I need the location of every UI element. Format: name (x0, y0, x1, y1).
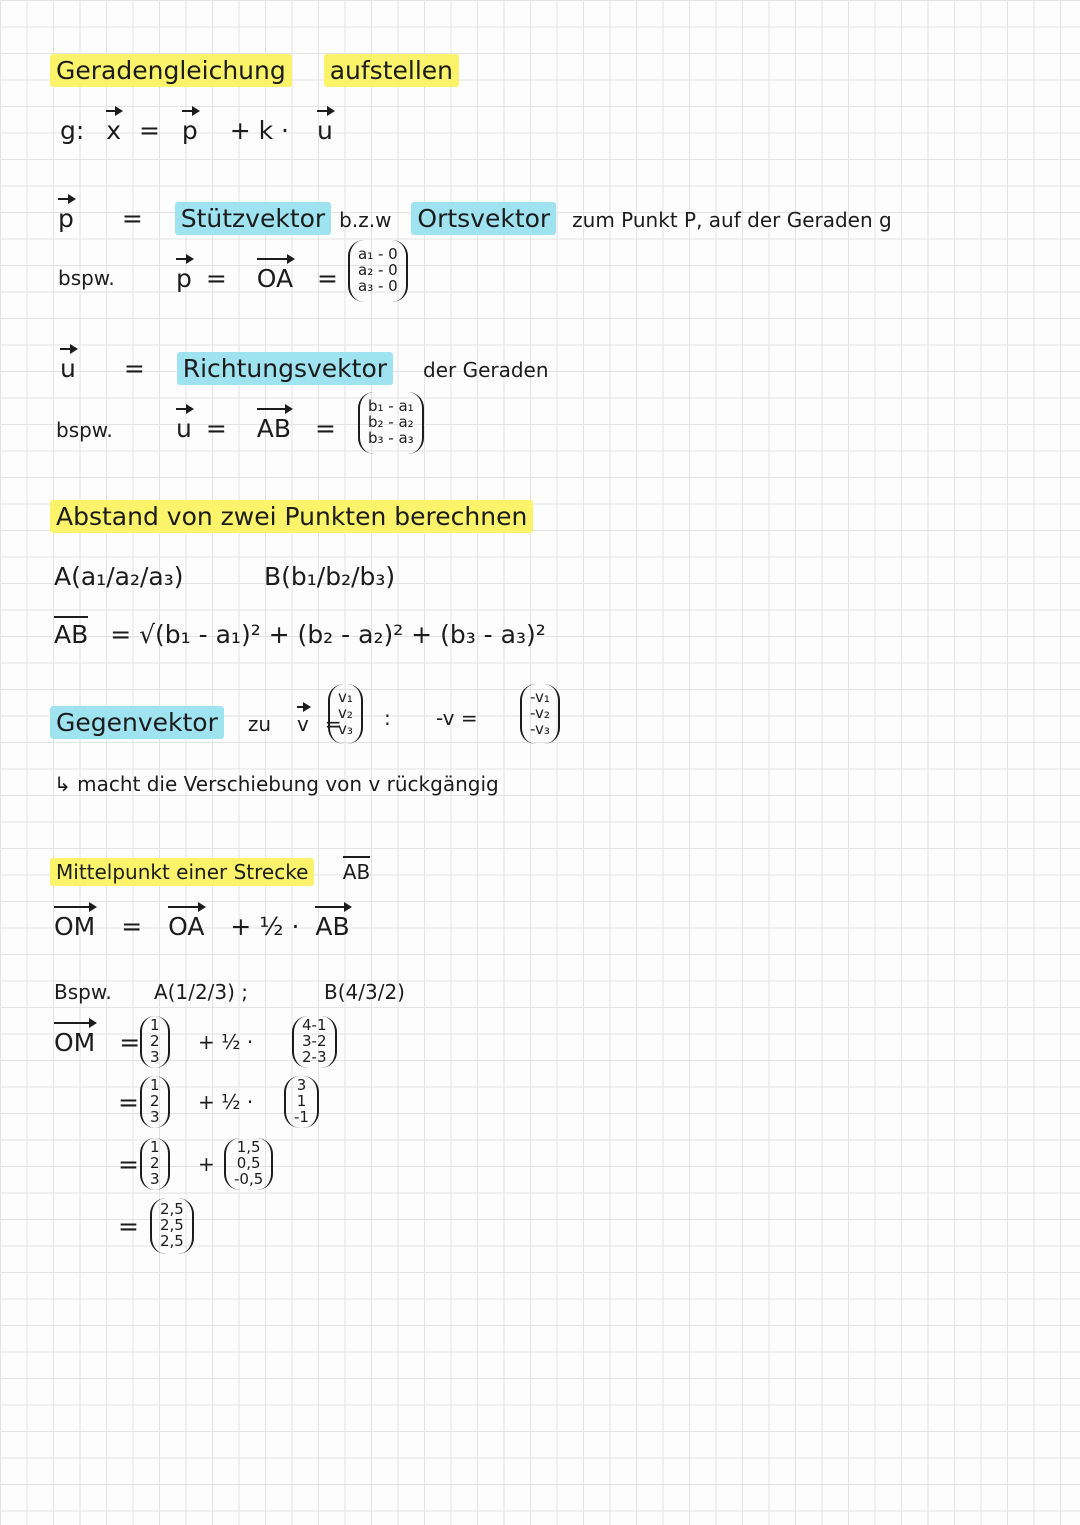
entry-1: a₁ - 0 (358, 245, 398, 264)
entry-1: 3 (296, 1076, 307, 1095)
example-label: Bspw. (54, 980, 112, 1004)
section-title-distance (50, 504, 533, 529)
oa-vector: OA (256, 264, 294, 293)
entry-1: b₁ - a₁ (368, 397, 414, 416)
entry-3: -v₃ (530, 719, 550, 738)
section-title-midpoint (50, 862, 370, 882)
u-definition (60, 356, 549, 381)
entry-1: v₁ (338, 688, 353, 707)
entry-1: 1 (150, 1016, 160, 1035)
column-vector-oa (348, 240, 408, 302)
point-a: A(a₁/a₂/a₃) (54, 562, 184, 591)
step2-col-b (284, 1076, 319, 1128)
oa-vector: OA (168, 912, 205, 941)
distance-title: Abstand von zwei Punkten berechnen (50, 500, 533, 533)
entry-3: 3 (150, 1047, 160, 1066)
p-vector: p (176, 264, 192, 293)
u-example (176, 416, 336, 441)
entry-1: 1 (150, 1138, 160, 1157)
ab-segment: AB (342, 860, 371, 884)
plus-half: + ½ · (230, 912, 300, 941)
entry-3: -1 (294, 1107, 309, 1126)
u-vector: u (60, 354, 76, 383)
entry-3: 2-3 (302, 1047, 327, 1066)
v-vector: v (296, 712, 309, 736)
column-vector-minus-v (520, 684, 560, 744)
zu: zu (247, 712, 272, 736)
step3-equals: = (118, 1150, 139, 1179)
step4-equals: = (118, 1212, 139, 1241)
entry-3: b₃ - a₃ (368, 428, 414, 447)
entry-2: b₂ - a₂ (368, 413, 414, 432)
formula: = √(b₁ - a₁)² + (b₂ - a₂)² + (b₃ - a₃)² (110, 620, 546, 649)
ab-segment: AB (54, 620, 89, 649)
entry-3: 3 (150, 1169, 160, 1188)
ortsvektor-term: Ortsvektor (411, 202, 556, 235)
column-vector-ab (358, 392, 424, 454)
equals: = (121, 204, 143, 233)
step1-col-b (292, 1016, 337, 1068)
stuetzvektor-term: Stützvektor (175, 202, 331, 235)
entry-2: 2 (150, 1092, 160, 1111)
entry-1: 4-1 (302, 1016, 327, 1035)
entry-3: -0,5 (234, 1169, 264, 1188)
midpoint-title: Mittelpunkt einer Strecke (50, 858, 314, 886)
u-definition-rest: der Geraden (423, 358, 549, 382)
step1-col-a (140, 1016, 170, 1068)
equals: = (119, 1028, 141, 1057)
bzw: b.z.w (339, 208, 392, 232)
result-col (150, 1198, 194, 1254)
colon: : (384, 706, 391, 730)
equals: = (205, 414, 227, 443)
entry-3: 3 (150, 1107, 160, 1126)
midpoint-formula (54, 914, 350, 939)
step3-col-a (140, 1138, 170, 1190)
bspw-label-2: bspw. (56, 418, 113, 442)
entry-2: 1 (296, 1092, 307, 1111)
richtungsvektor-term: Richtungsvektor (177, 352, 393, 385)
title-part-1: Geradengleichung (50, 54, 292, 87)
om-vector: OM (54, 1028, 96, 1057)
bspw-label-1: bspw. (58, 266, 115, 290)
column-vector-v (328, 684, 363, 744)
entry-1: 1 (150, 1076, 160, 1095)
entry-2: 2 (150, 1032, 160, 1051)
title-part-2: aufstellen (324, 54, 459, 87)
u-vector: u (316, 116, 333, 145)
u-vector: u (176, 414, 192, 443)
step3-operator: + (198, 1152, 215, 1176)
entry-1: -v₁ (530, 688, 550, 707)
entry-2: a₂ - 0 (358, 261, 398, 280)
line-equation (60, 118, 333, 143)
step2-equals: = (118, 1088, 139, 1117)
section-title-line-equation (50, 58, 459, 83)
g-label: g: (60, 116, 85, 145)
entry-2: v₂ (338, 704, 353, 723)
p-vector: p (181, 116, 198, 145)
entry-1: 2,5 (160, 1200, 184, 1219)
p-definition-rest: zum Punkt P, auf der Geraden g (572, 208, 892, 232)
equals-2: = (317, 264, 338, 293)
counter-vector-line (50, 710, 342, 735)
equals: = (139, 116, 160, 145)
entry-2: -v₂ (530, 704, 550, 723)
entry-2: 0,5 (236, 1154, 261, 1173)
step3-col-b (224, 1138, 273, 1190)
entry-2: 3-2 (302, 1032, 327, 1051)
entry-3: v₃ (338, 719, 353, 738)
point-b: B(b₁/b₂/b₃) (264, 562, 396, 591)
om-vector: OM (54, 912, 96, 941)
om-label (54, 1030, 140, 1055)
p-vector: p (58, 204, 74, 233)
equals: = (123, 354, 145, 383)
equals: = (324, 712, 342, 736)
distance-formula (54, 622, 546, 647)
plus-k: + k · (229, 116, 289, 145)
equals: = (205, 264, 227, 293)
x-vector: x (106, 116, 122, 145)
entry-3: 2,5 (160, 1231, 184, 1250)
ab-vector: AB (315, 912, 350, 941)
p-definition (58, 206, 892, 231)
step2-operator: + ½ · (198, 1090, 254, 1114)
step2-col-a (140, 1076, 170, 1128)
gegenvektor-term: Gegenvektor (50, 706, 224, 739)
equals: = (121, 912, 143, 941)
entry-2: 2,5 (160, 1216, 184, 1235)
entry-3: a₃ - 0 (358, 276, 398, 295)
p-example (176, 266, 338, 291)
example-point-a: A(1/2/3) ; (154, 980, 249, 1004)
entry-1: 1,5 (236, 1138, 261, 1157)
example-point-b: B(4/3/2) (324, 980, 405, 1004)
step1-operator: + ½ · (198, 1030, 254, 1054)
minus-v: -v = (436, 706, 478, 730)
equals-2: = (314, 414, 336, 443)
ab-vector: AB (256, 414, 291, 443)
counter-vector-note: ↳ macht die Verschiebung von v rückgängig (54, 772, 499, 796)
entry-2: 2 (150, 1154, 160, 1173)
